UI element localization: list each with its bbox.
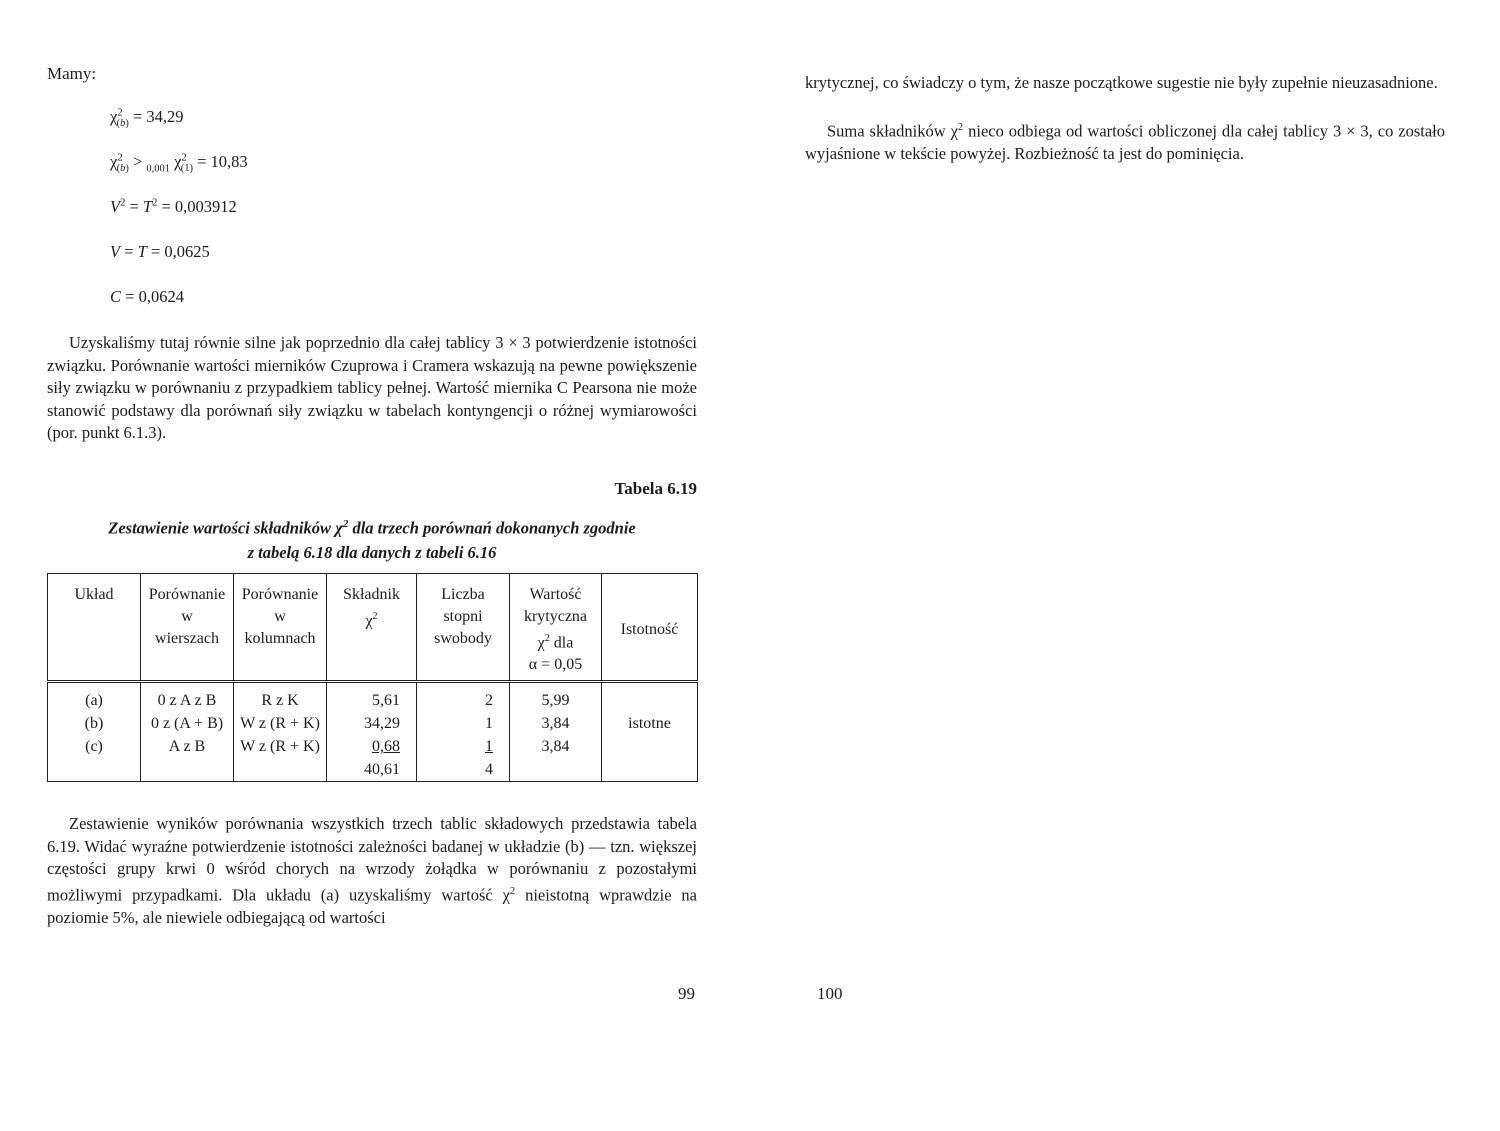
intro-text: Mamy:	[47, 64, 97, 83]
cell-component: 5,61 34,29 0,68 40,61	[327, 682, 417, 782]
cell-significance: istotne	[602, 682, 698, 782]
formula-chi-square: $\chi^2_{(b)} = 34,29$	[110, 107, 184, 130]
cell-rows-comparison: 0 z A z B 0 z (A + B) A z B	[141, 682, 234, 782]
caption-line-2: z tabelą 6.18 dla danych z tabeli 6.16	[247, 542, 497, 562]
formula-v-squared: $V^2 = T^2 = 0,003912$	[110, 197, 237, 216]
formula-critical-value: = 10,83	[197, 152, 248, 171]
formula-v-value: = 0,0625	[150, 242, 210, 261]
chi-square-table	[47, 573, 698, 782]
caption-part-2: dla trzech porównań dokonanych zgodnie	[352, 518, 636, 538]
header-significance: Istotność	[602, 574, 698, 682]
formula-significance-level: 0,001	[146, 163, 171, 175]
paragraph-continuation: krytycznej, co świadczy o tym, że nasze początkowe sugestie nie były zupełnie nieuzasadnione.	[805, 73, 1438, 92]
degrees-sum: 4	[485, 761, 493, 779]
formula-v: V = T = 0,0625	[110, 242, 210, 261]
table-caption: Zestawienie wartości składników $\chi^2$ dla trzech porównań dokonanych zgodnie z tabelą 6.18 dla danych z tabeli 6.16	[108, 518, 636, 562]
paragraph-summary-part-2: nieistotną wprawdzie na poziomie 5%, ale niewiele odbiegającą od wartości	[47, 885, 697, 927]
page-number-right: 100	[817, 984, 843, 1003]
header-degrees-of-freedom: Liczba stopni swobody	[417, 574, 510, 682]
formula-c: C = 0,0624	[110, 287, 184, 306]
component-sum: 40,61	[364, 761, 400, 779]
paragraph-sum-note: Suma składników $\chi^2$ nieco odbiega od wartości obliczonej dla całej tablicy 3 × 3, co zostało wyjaśnione w tekście powyżej. Rozbieżność ta jest do pominięcia.	[805, 121, 1446, 163]
header-rows-comparison: Porównanie w wierszach	[141, 574, 234, 682]
header-critical-value: Wartość krytyczna $\chi^2$ dla α = 0,05	[510, 574, 602, 682]
paragraph-summary: Zestawienie wyników porównania wszystkich trzech tablic składowych przedstawia tabela 6.19. Widać wyraźne potwierdzenie istotności zależności badanej w układzie (b) — tzn. większej częstości grupy krwi 0 wśród chorych na wrzody żołądka w porównaniu z pozostałymi możliwymi przypadkami. Dla układu (a) uzyskaliśmy wartość $\chi^2$ nieistotną wprawdzie na poziomie 5%, ale niewiele odbiegającą od wartości	[47, 814, 697, 927]
caption-part-1: Zestawienie wartości składników	[108, 518, 332, 538]
formula-v-squared-value: = 0,003912	[161, 197, 237, 216]
cell-uklad: (a) (b) (c)	[48, 682, 141, 782]
table-body	[48, 682, 698, 782]
formula-chi-square-comparison: $\chi^2_{(b)} > _{0,001}$ $\chi^2_{(1)} = 10,83$	[110, 152, 248, 175]
sum-note-part-1: Suma składników	[827, 121, 946, 141]
formula-c-value: = 0,0624	[125, 287, 184, 306]
paragraph-summary-part-1: Zestawienie wyników porównania wszystkich trzech tablic składowych przedstawia tabela 6.19. Widać wyraźne potwierdzenie istotności zależności badanej w układzie (b) — tzn. większej częstości grupy krwi 0 wśród chorych na wrzody żołądka w porównaniu z pozostałymi możliwymi przypadkami. Dla układu (a) uzyskaliśmy wartość	[47, 814, 697, 904]
table-header-row	[48, 574, 698, 682]
header-uklad: Układ	[48, 574, 141, 682]
sum-note-part-2: nieco odbiega od wartości obliczonej dla całej tablicy 3 × 3, co zostało wyjaśnione w tekście powyżej. Rozbieżność ta jest do pominięcia.	[805, 121, 1446, 163]
header-component: Składnik $\chi^2$	[327, 574, 417, 682]
cell-critical-value: 5,99 3,84 3,84	[510, 682, 602, 782]
page-number-left: 99	[678, 984, 695, 1003]
formula-chi-square-value: = 34,29	[132, 107, 184, 126]
paragraph-significance: Uzyskaliśmy tutaj równie silne jak poprzednio dla całej tablicy 3 × 3 potwierdzenie istotności związku. Porównanie wartości mierników Czuprowa i Cramera wskazują na pewne powiększenie siły związku w porównaniu z przypadkiem tablicy pełnej. Wartość miernika C Pearsona nie może stanowić podstawy dla porównań siły związku w tabelach kontyngencji o różnej wymiarowości (por. punkt 6.1.3).	[47, 333, 697, 442]
cell-columns-comparison: R z K W z (R + K) W z (R + K)	[234, 682, 327, 782]
table-number: Tabela 6.19	[614, 479, 697, 498]
cell-degrees-of-freedom: 2 1 1 4	[417, 682, 510, 782]
header-columns-comparison: Porównanie w kolumnach	[234, 574, 327, 682]
